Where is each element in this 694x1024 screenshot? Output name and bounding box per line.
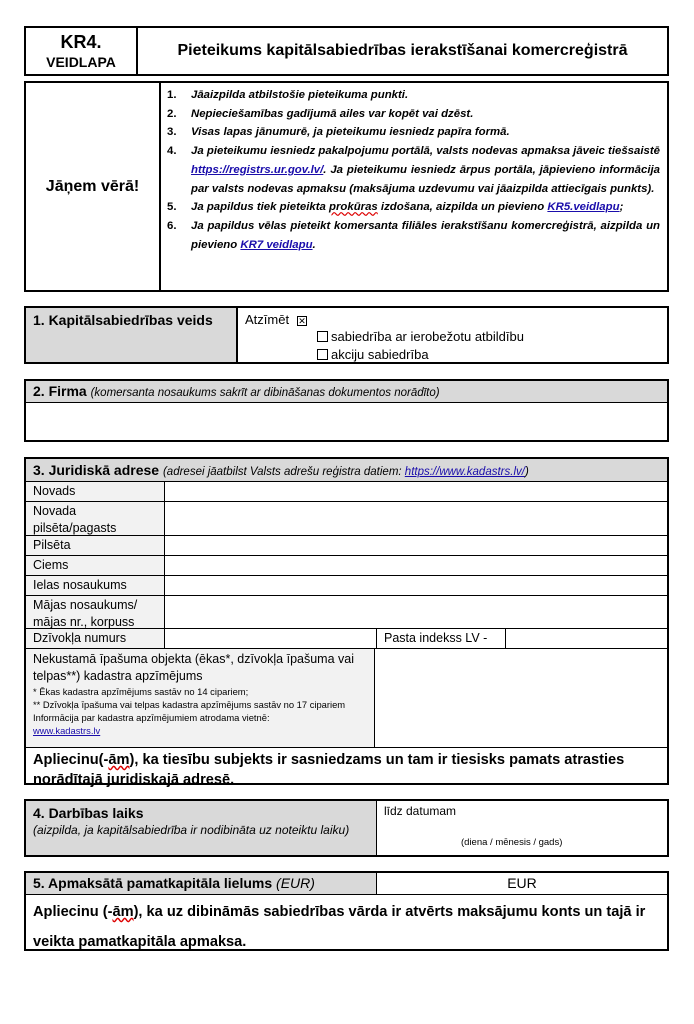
address-confirmation: Apliecinu(-ām), ka tiesību subjekts ir sasniedzams un tam ir tiesisks pamats atrasties norādītajā juridiskajā adresē. xyxy=(33,752,625,788)
option-as-label: akciju sabiedrība xyxy=(331,347,429,362)
section-4-label-cell xyxy=(26,801,377,855)
form-code xyxy=(26,28,138,74)
label-novada-pilseta: Novada pilsēta/pagasts xyxy=(26,502,165,535)
cadastre-footnote-3: Informācija par kadastra apzīmējumiem atrodama vietnē: xyxy=(33,712,270,723)
kadastrs-site-link[interactable]: www.kadastrs.lv xyxy=(33,725,101,736)
until-date-label: līdz datumam xyxy=(384,804,457,818)
section-paid-capital xyxy=(24,871,669,951)
section-5-title-note: (EUR) xyxy=(276,875,315,891)
note-text: prokūras xyxy=(329,201,378,214)
option-sia-label: sabiedrība ar ierobežotu atbildību xyxy=(331,329,524,344)
section-2-header xyxy=(26,381,667,403)
firm-name-field[interactable] xyxy=(26,403,667,440)
kr5-form-link[interactable]: KR5.veidlapu xyxy=(547,201,620,214)
address-row-majas xyxy=(26,596,667,629)
address-row-iela xyxy=(26,576,667,596)
note-item: 3. Visas lapas jānumurē, ja pieteikumu iesniedz papīra formā. xyxy=(167,123,660,142)
registry-portal-link[interactable]: https://registrs.ur.gov.lv/ xyxy=(191,163,324,176)
section-5-title: 5. Apmaksātā pamatkapitāla lielums xyxy=(33,875,273,891)
section-2-note: (komersanta nosaukums sakrīt ar dibināšanas dokumentos norādīto) xyxy=(90,387,440,399)
input-dzivoklis[interactable] xyxy=(166,629,376,648)
duration-date-field[interactable] xyxy=(377,801,667,855)
input-ciems[interactable] xyxy=(166,556,667,575)
label-novads: Novads xyxy=(26,482,165,501)
notes-label: Jāņem vērā! xyxy=(26,83,161,290)
input-pilseta[interactable] xyxy=(166,536,667,555)
cadastre-footnote-2: ** Dzīvokļa īpašuma vai telpas kadastra apzīmējums sastāv no 17 cipariem xyxy=(33,699,346,710)
capital-confirmation: Apliecinu (-ām), ka uz dibināmās sabiedrības vārda ir atvērts maksājumu konts un tajā ir veikta pamatkapitāla apmaksa. xyxy=(33,904,646,950)
address-row-novada-pilseta xyxy=(26,502,667,536)
label-majas: Mājas nosaukums/ mājas nr., korpuss xyxy=(26,596,165,628)
input-iela[interactable] xyxy=(166,576,667,595)
cadastre-label: Nekustamā īpašuma objekta (ēkas*, dzīvokļa īpašuma vai telpas**) kadastra apzīmējums xyxy=(33,652,354,683)
note-text: Ja pieteikumu iesniedz pakalpojumu portālā, valsts nodevas apmaksa jāveic tiešsaistē xyxy=(191,145,660,158)
note-text: izdošana, aizpilda un pievieno xyxy=(377,201,548,214)
address-row-ciems xyxy=(26,556,667,576)
note-text: ; xyxy=(619,201,624,214)
checkbox-sia[interactable] xyxy=(317,331,328,342)
checked-box-icon: ✕ xyxy=(298,316,306,326)
currency-label: EUR xyxy=(507,875,537,891)
date-format-hint: (diena / mēnesis / gads) xyxy=(461,837,563,848)
label-iela: Ielas nosaukums xyxy=(26,576,165,595)
checkbox-as[interactable] xyxy=(317,349,328,360)
section-5-header xyxy=(26,873,667,895)
kr7-form-link[interactable]: KR7 veidlapu xyxy=(240,238,313,251)
note-text: . Ja pieteikumu iesniedz ārpus portāla, jāpievieno informācija par valsts nodevas apmaksu (maksājuma uzdevumu vai jāaizpilda attiecīgais punkts). xyxy=(191,163,660,195)
address-row-novads xyxy=(26,482,667,502)
section-4-note: (aizpilda, ja kapitālsabiedrība ir nodibināta uz noteiktu laiku) xyxy=(33,823,350,837)
input-novada-pilseta[interactable] xyxy=(166,502,667,535)
label-pilseta: Pilsēta xyxy=(26,536,165,555)
input-cadastre[interactable] xyxy=(376,649,667,747)
note-item: 1. Jāaizpilda atbilstošie pieteikuma punkti. xyxy=(167,86,660,105)
note-text: Visas lapas jānumurē, ja pieteikumu iesniedz papīra formā. xyxy=(191,126,510,139)
notes-box xyxy=(24,81,669,292)
note-item: 6. Ja papildus vēlas pieteikt komersanta filiāles ierakstīšanu komercreģistrā, aizpilda un pievieno KR7 veidlapu. xyxy=(167,219,660,251)
address-row-cadastre xyxy=(26,649,667,748)
address-row-dzivoklis xyxy=(26,629,667,649)
mark-label: Atzīmēt xyxy=(245,312,290,327)
form-code-number: KR4. xyxy=(60,32,102,52)
note-text: Ja papildus vēlas pieteikt komersanta filiāles ierakstīšanu komercreģistrā, aizpilda un pievieno xyxy=(191,219,660,251)
label-dzivoklis: Dzīvokļa numurs xyxy=(26,629,165,648)
section-1-label: 1. Kapitālsabiedrības veids xyxy=(26,308,238,362)
option-as[interactable] xyxy=(317,347,429,362)
note-text: . xyxy=(312,238,316,251)
form-title: Pieteikums kapitālsabiedrības ierakstīšanai komercreģistrā xyxy=(177,42,628,59)
section-3-header xyxy=(26,459,667,482)
kadastrs-link[interactable]: https://www.kadastrs.lv/ xyxy=(404,466,525,478)
form-header xyxy=(24,26,669,76)
capital-amount-field[interactable] xyxy=(377,873,667,894)
address-row-pilseta xyxy=(26,536,667,556)
input-majas[interactable] xyxy=(166,596,667,628)
note-text: Jāaizpilda atbilstošie pieteikuma punkti. xyxy=(191,89,409,101)
section-3-note: (adresei jāatbilst Valsts adrešu reģistra datiem: https://www.kadastrs.lv/) xyxy=(162,466,529,478)
section-legal-address xyxy=(24,457,669,788)
input-novads[interactable] xyxy=(166,482,667,501)
option-sia[interactable] xyxy=(317,329,524,344)
notes-list xyxy=(161,83,667,290)
mark-instruction xyxy=(245,312,307,327)
note-text: Ja papildus tiek pieteikta xyxy=(191,201,330,214)
note-item: 4. Ja pieteikumu iesniedz pakalpojumu portālā, valsts nodevas apmaksa jāveic tiešsaistē https://registrs.ur.gov.lv/. Ja pieteikumu iesniedz ārpus portāla, jāpievieno informācija par valsts nodevas apmaksu (maksājuma uzdevumu vai jāaizpilda attiecīgais punkts). xyxy=(167,145,660,195)
section-firm-name xyxy=(24,379,669,442)
section-3-title: 3. Juridiskā adrese xyxy=(33,462,160,478)
section-4-title: 4. Darbības laiks xyxy=(33,805,144,821)
label-pasta: Pasta indekss LV - xyxy=(384,631,488,645)
cadastre-footnote-1: * Ēkas kadastra apzīmējums sastāv no 14 cipariem; xyxy=(33,686,249,697)
company-type-options xyxy=(238,308,667,362)
section-2-title: 2. Firma xyxy=(33,383,87,399)
section-company-type xyxy=(24,306,669,364)
section-5-label xyxy=(26,873,377,894)
section-duration xyxy=(24,799,669,857)
cadastre-label-cell xyxy=(26,649,375,747)
note-item: 2. Nepieciešamības gadījumā ailes var kopēt vai dzēst. xyxy=(167,105,660,124)
note-item: 5. Ja papildus tiek pieteikta prokūras izdošana, aizpilda un pievieno KR5.veidlapu; xyxy=(167,201,624,214)
form-code-label: VEIDLAPA xyxy=(46,54,116,70)
note-text: Nepieciešamības gadījumā ailes var kopēt vai dzēst. xyxy=(191,107,474,120)
label-ciems: Ciems xyxy=(26,556,165,575)
input-pasta[interactable] xyxy=(506,629,667,648)
